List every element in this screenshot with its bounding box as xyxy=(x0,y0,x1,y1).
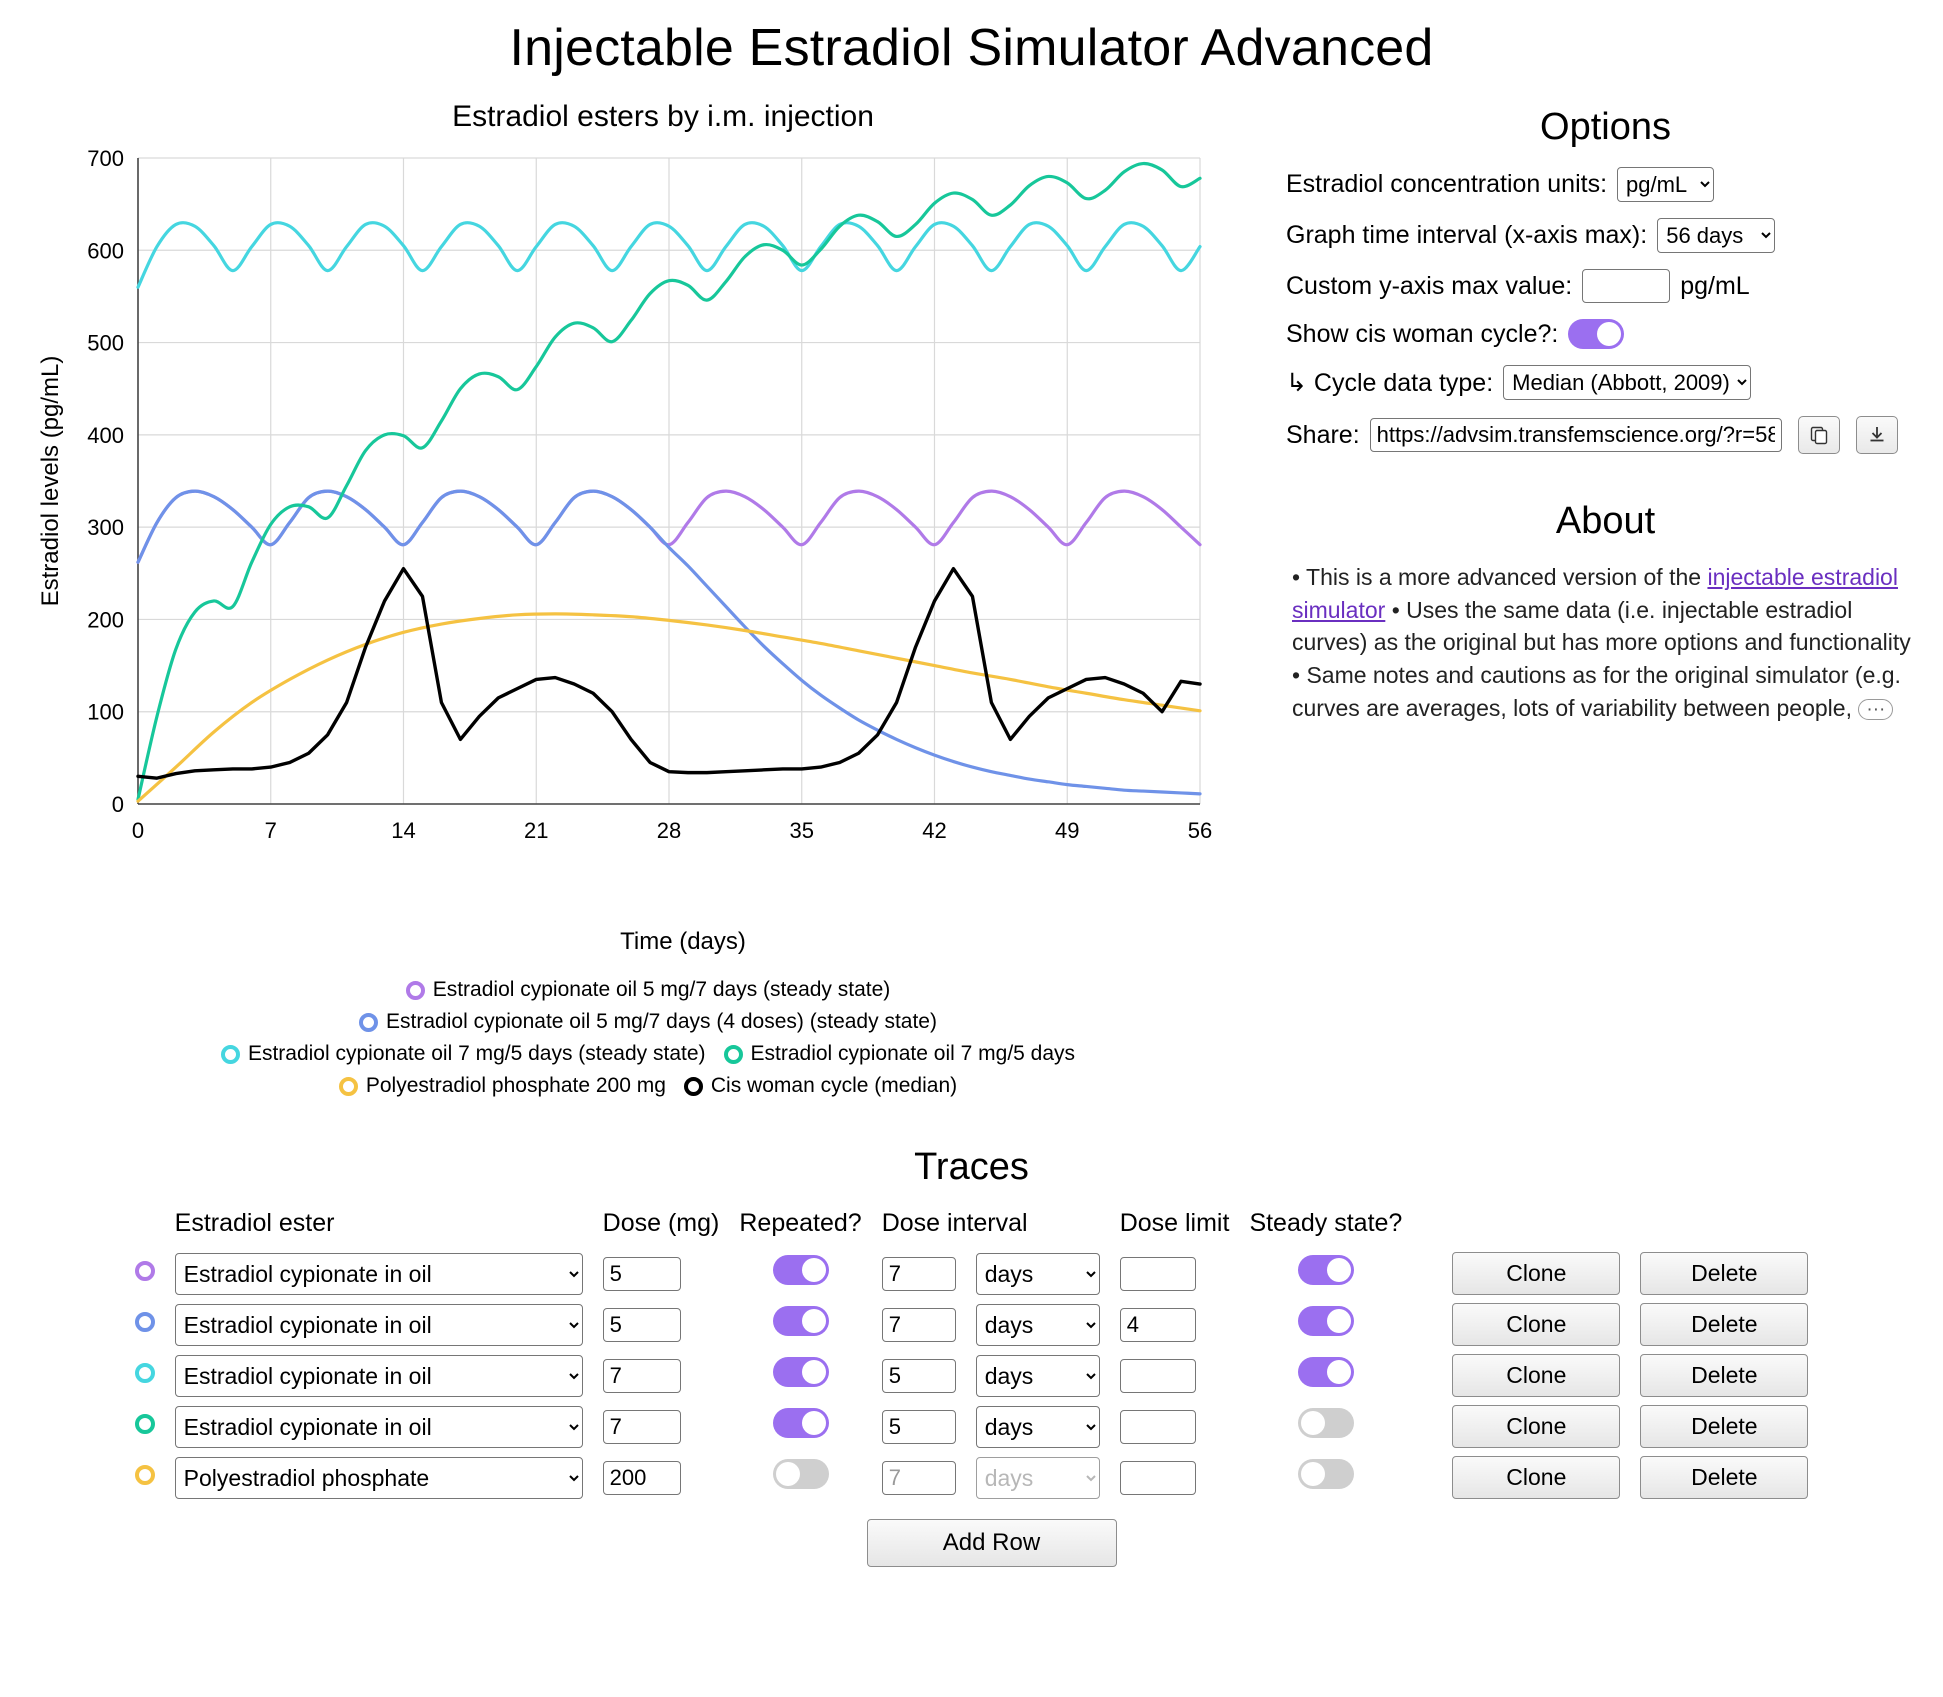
svg-text:Estradiol levels (pg/mL): Estradiol levels (pg/mL) xyxy=(37,355,64,607)
legend-swatch-icon xyxy=(724,1045,743,1064)
repeated-cell xyxy=(729,1248,871,1299)
dose-input[interactable] xyxy=(603,1410,681,1444)
table-row xyxy=(125,1299,1819,1350)
dose-limit-input[interactable] xyxy=(1120,1461,1196,1495)
steady-state-cell xyxy=(1239,1401,1412,1452)
cycle-type-label: ↳ Cycle data type: xyxy=(1286,368,1494,397)
trace-swatch-icon xyxy=(135,1312,155,1332)
svg-text:7: 7 xyxy=(264,818,277,843)
ester-cell xyxy=(165,1248,593,1299)
dose-input[interactable] xyxy=(603,1308,681,1342)
options-panel xyxy=(1268,92,1925,724)
legend-row xyxy=(28,1042,1268,1066)
about-part2: • Uses the same data (i.e. injectable estradiol curves) as the original but has more options and functionality • Same notes and cautions as for the original simulator (e.g. curves are averages, lots of variability between people, xyxy=(1292,596,1911,721)
delete-cell xyxy=(1630,1350,1818,1401)
dose-interval-input[interactable] xyxy=(882,1308,956,1342)
repeated-cell xyxy=(729,1401,871,1452)
legend-label: Estradiol cypionate oil 5 mg/7 days (4 doses) (steady state) xyxy=(386,1010,937,1033)
col-dose: Dose (mg) xyxy=(602,1209,720,1237)
traces-heading: Traces xyxy=(914,1146,1029,1188)
ester-cell xyxy=(165,1350,593,1401)
legend-item[interactable] xyxy=(406,978,891,1002)
legend-row xyxy=(28,1010,1268,1034)
cycle-label: Show cis woman cycle?: xyxy=(1286,319,1559,348)
about-text xyxy=(1286,561,1925,724)
steady-state-toggle[interactable] xyxy=(1298,1306,1354,1336)
trace-color-swatch xyxy=(125,1401,165,1452)
trace-color-swatch xyxy=(125,1350,165,1401)
interval-unit-cell xyxy=(966,1248,1110,1299)
legend-swatch-icon xyxy=(221,1045,240,1064)
interval-unit-cell xyxy=(966,1452,1110,1503)
legend-item[interactable] xyxy=(221,1042,706,1066)
dose-input[interactable] xyxy=(603,1257,681,1291)
ester-select[interactable] xyxy=(175,1253,583,1295)
traces-section xyxy=(0,1146,1943,1607)
svg-text:600: 600 xyxy=(87,238,124,264)
share-url-input[interactable] xyxy=(1370,418,1782,452)
dose-interval-unit-select[interactable] xyxy=(976,1355,1100,1397)
steady-state-toggle[interactable] xyxy=(1298,1408,1354,1438)
injectable-simulator-link[interactable]: injectable estradiol simulator xyxy=(1292,564,1898,623)
table-row xyxy=(125,1401,1819,1452)
svg-text:0: 0 xyxy=(111,792,124,817)
dose-limit-input[interactable] xyxy=(1120,1257,1196,1291)
repeated-cell xyxy=(729,1350,871,1401)
traces-header-row xyxy=(125,1209,1819,1248)
col-delete xyxy=(1630,1209,1818,1248)
svg-text:56: 56 xyxy=(1187,818,1213,843)
legend-label: Estradiol cypionate oil 7 mg/5 days xyxy=(750,1042,1076,1065)
delete-button[interactable]: Delete xyxy=(1640,1303,1808,1346)
about-heading: About xyxy=(1555,500,1656,542)
units-label: Estradiol concentration units: xyxy=(1286,170,1608,198)
svg-text:49: 49 xyxy=(1055,818,1080,843)
ester-select[interactable] xyxy=(175,1406,583,1448)
dose-limit-input[interactable] xyxy=(1120,1308,1196,1342)
dose-interval-input xyxy=(882,1461,956,1495)
legend-label: Estradiol cypionate oil 7 mg/5 days (steady state) xyxy=(247,1042,706,1065)
dose-limit-cell xyxy=(1110,1401,1240,1452)
chart-legend xyxy=(18,978,1268,1098)
steady-state-cell xyxy=(1239,1248,1412,1299)
legend-label: Polyestradiol phosphate 200 mg xyxy=(365,1074,666,1097)
legend-label: Cis woman cycle (median) xyxy=(710,1074,958,1097)
delete-cell xyxy=(1630,1452,1818,1503)
ester-select[interactable] xyxy=(175,1355,583,1397)
dose-cell xyxy=(593,1299,730,1350)
trace-swatch-icon xyxy=(135,1261,155,1281)
dose-interval-input[interactable] xyxy=(882,1257,956,1291)
col-steady: Steady state? xyxy=(1249,1209,1403,1237)
table-row xyxy=(125,1248,1819,1299)
clone-cell xyxy=(1412,1248,1630,1299)
dose-cell xyxy=(593,1248,730,1299)
chart-svg xyxy=(28,142,1228,882)
dose-cell xyxy=(593,1452,730,1503)
dose-limit-input[interactable] xyxy=(1120,1359,1196,1393)
chart-column xyxy=(18,92,1268,1106)
units-row xyxy=(1286,167,1925,202)
svg-text:500: 500 xyxy=(87,330,124,356)
ymax-unit-label: pg/mL xyxy=(1680,271,1750,300)
share-label: Share: xyxy=(1286,420,1360,449)
interval-value-cell xyxy=(872,1401,966,1452)
graph-interval-select[interactable] xyxy=(1657,218,1775,253)
share-row xyxy=(1286,416,1925,454)
legend-item[interactable] xyxy=(684,1074,957,1098)
col-clone xyxy=(1412,1209,1630,1248)
steady-state-toggle[interactable] xyxy=(1298,1459,1354,1489)
svg-text:700: 700 xyxy=(87,146,124,171)
delete-button[interactable]: Delete xyxy=(1640,1456,1808,1499)
interval-value-cell xyxy=(872,1299,966,1350)
legend-row xyxy=(28,978,1268,1002)
interval-value-cell xyxy=(872,1452,966,1503)
dose-interval-unit-select[interactable] xyxy=(976,1406,1100,1448)
clone-button[interactable]: Clone xyxy=(1452,1252,1620,1295)
custom-ymax-input[interactable] xyxy=(1582,269,1670,303)
cycle-data-type-select[interactable] xyxy=(1503,365,1751,400)
clone-cell xyxy=(1412,1299,1630,1350)
cycle-type-row xyxy=(1286,365,1925,400)
legend-swatch-icon xyxy=(406,981,425,1000)
traces-table xyxy=(125,1209,1819,1503)
delete-button[interactable]: Delete xyxy=(1640,1252,1808,1295)
dose-interval-input[interactable] xyxy=(882,1410,956,1444)
steady-state-toggle[interactable] xyxy=(1298,1357,1354,1387)
col-interval: Dose interval xyxy=(881,1209,1028,1237)
repeated-toggle[interactable] xyxy=(773,1459,829,1489)
ymax-label: Custom y-axis max value: xyxy=(1286,271,1573,300)
clone-button[interactable]: Clone xyxy=(1452,1303,1620,1346)
interval-row xyxy=(1286,218,1925,253)
svg-text:21: 21 xyxy=(524,818,549,843)
legend-swatch-icon xyxy=(684,1077,703,1096)
table-row xyxy=(125,1350,1819,1401)
add-row-button[interactable]: Add Row xyxy=(867,1519,1117,1567)
download-icon[interactable] xyxy=(1856,416,1898,454)
col-ester: Estradiol ester xyxy=(174,1209,335,1237)
dose-cell xyxy=(593,1401,730,1452)
dose-interval-unit-select[interactable] xyxy=(976,1253,1100,1295)
dose-cell xyxy=(593,1350,730,1401)
ester-cell xyxy=(165,1401,593,1452)
ester-select[interactable] xyxy=(175,1304,583,1346)
trace-swatch-icon xyxy=(135,1465,155,1485)
table-row xyxy=(125,1452,1819,1503)
steady-state-toggle[interactable] xyxy=(1298,1255,1354,1285)
clone-button[interactable]: Clone xyxy=(1452,1354,1620,1397)
legend-swatch-icon xyxy=(359,1013,378,1032)
interval-unit-cell xyxy=(966,1401,1110,1452)
page-title: Injectable Estradiol Simulator Advanced xyxy=(509,19,1434,77)
legend-item[interactable] xyxy=(359,1010,937,1034)
svg-text:35: 35 xyxy=(789,818,814,843)
show-cycle-toggle[interactable] xyxy=(1568,319,1624,349)
repeated-cell xyxy=(729,1299,871,1350)
copy-icon[interactable] xyxy=(1798,416,1840,454)
traces-body xyxy=(125,1248,1819,1503)
repeated-cell xyxy=(729,1452,871,1503)
interval-unit-cell xyxy=(966,1299,1110,1350)
dose-interval-unit-select xyxy=(976,1457,1100,1499)
dose-interval-input[interactable] xyxy=(882,1359,956,1393)
col-swatch xyxy=(125,1209,165,1248)
estradiol-chart xyxy=(28,142,1228,922)
clone-cell xyxy=(1412,1350,1630,1401)
interval-value-cell xyxy=(872,1350,966,1401)
trace-color-swatch xyxy=(125,1248,165,1299)
delete-cell xyxy=(1630,1401,1818,1452)
ester-cell xyxy=(165,1299,593,1350)
repeated-toggle[interactable] xyxy=(773,1255,829,1285)
trace-color-swatch xyxy=(125,1452,165,1503)
cycle-row xyxy=(1286,319,1925,349)
legend-row xyxy=(28,1074,1268,1098)
interval-label: Graph time interval (x-axis max): xyxy=(1286,221,1648,249)
col-limit: Dose limit xyxy=(1119,1209,1230,1237)
legend-swatch-icon xyxy=(339,1077,358,1096)
legend-item[interactable] xyxy=(724,1042,1076,1066)
clone-button[interactable]: Clone xyxy=(1452,1456,1620,1499)
delete-cell xyxy=(1630,1299,1818,1350)
delete-cell xyxy=(1630,1248,1818,1299)
steady-state-cell xyxy=(1239,1350,1412,1401)
delete-button[interactable]: Delete xyxy=(1640,1354,1808,1397)
svg-text:28: 28 xyxy=(656,818,682,843)
ester-select[interactable] xyxy=(175,1457,583,1499)
trace-swatch-icon xyxy=(135,1363,155,1383)
svg-text:42: 42 xyxy=(922,818,947,843)
main-content xyxy=(0,92,1943,1106)
dose-input[interactable] xyxy=(603,1461,681,1495)
chart-title: Estradiol esters by i.m. injection xyxy=(452,100,874,133)
x-axis-label: Time (days) xyxy=(620,928,746,955)
legend-item[interactable] xyxy=(339,1074,666,1098)
clone-cell xyxy=(1412,1401,1630,1452)
ymax-row xyxy=(1286,269,1925,303)
delete-button[interactable]: Delete xyxy=(1640,1405,1808,1448)
dose-limit-cell xyxy=(1110,1350,1240,1401)
svg-text:200: 200 xyxy=(87,607,124,633)
dose-limit-cell xyxy=(1110,1248,1240,1299)
steady-state-cell xyxy=(1239,1299,1412,1350)
dose-input[interactable] xyxy=(603,1359,681,1393)
repeated-toggle[interactable] xyxy=(773,1357,829,1387)
svg-text:100: 100 xyxy=(87,699,124,725)
svg-text:14: 14 xyxy=(391,818,416,843)
clone-cell xyxy=(1412,1452,1630,1503)
dose-limit-input[interactable] xyxy=(1120,1410,1196,1444)
dose-interval-unit-select[interactable] xyxy=(976,1304,1100,1346)
col-repeated: Repeated? xyxy=(739,1209,862,1237)
svg-text:0: 0 xyxy=(131,818,145,843)
svg-text:300: 300 xyxy=(87,515,124,541)
interval-unit-cell xyxy=(966,1350,1110,1401)
add-row-wrap xyxy=(18,1519,1925,1567)
interval-value-cell xyxy=(872,1248,966,1299)
options-heading: Options xyxy=(1540,106,1671,148)
dose-limit-cell xyxy=(1110,1452,1240,1503)
about-more-button[interactable]: ··· xyxy=(1858,699,1893,720)
repeated-toggle[interactable] xyxy=(773,1306,829,1336)
trace-color-swatch xyxy=(125,1299,165,1350)
about-part1: • This is a more advanced version of the xyxy=(1292,564,1708,590)
ester-cell xyxy=(165,1452,593,1503)
repeated-toggle[interactable] xyxy=(773,1408,829,1438)
clone-button[interactable]: Clone xyxy=(1452,1405,1620,1448)
dose-limit-cell xyxy=(1110,1299,1240,1350)
svg-text:400: 400 xyxy=(87,422,124,448)
steady-state-cell xyxy=(1239,1452,1412,1503)
units-select[interactable] xyxy=(1617,167,1714,202)
legend-label: Estradiol cypionate oil 5 mg/7 days (steady state) xyxy=(432,978,891,1001)
trace-swatch-icon xyxy=(135,1414,155,1434)
